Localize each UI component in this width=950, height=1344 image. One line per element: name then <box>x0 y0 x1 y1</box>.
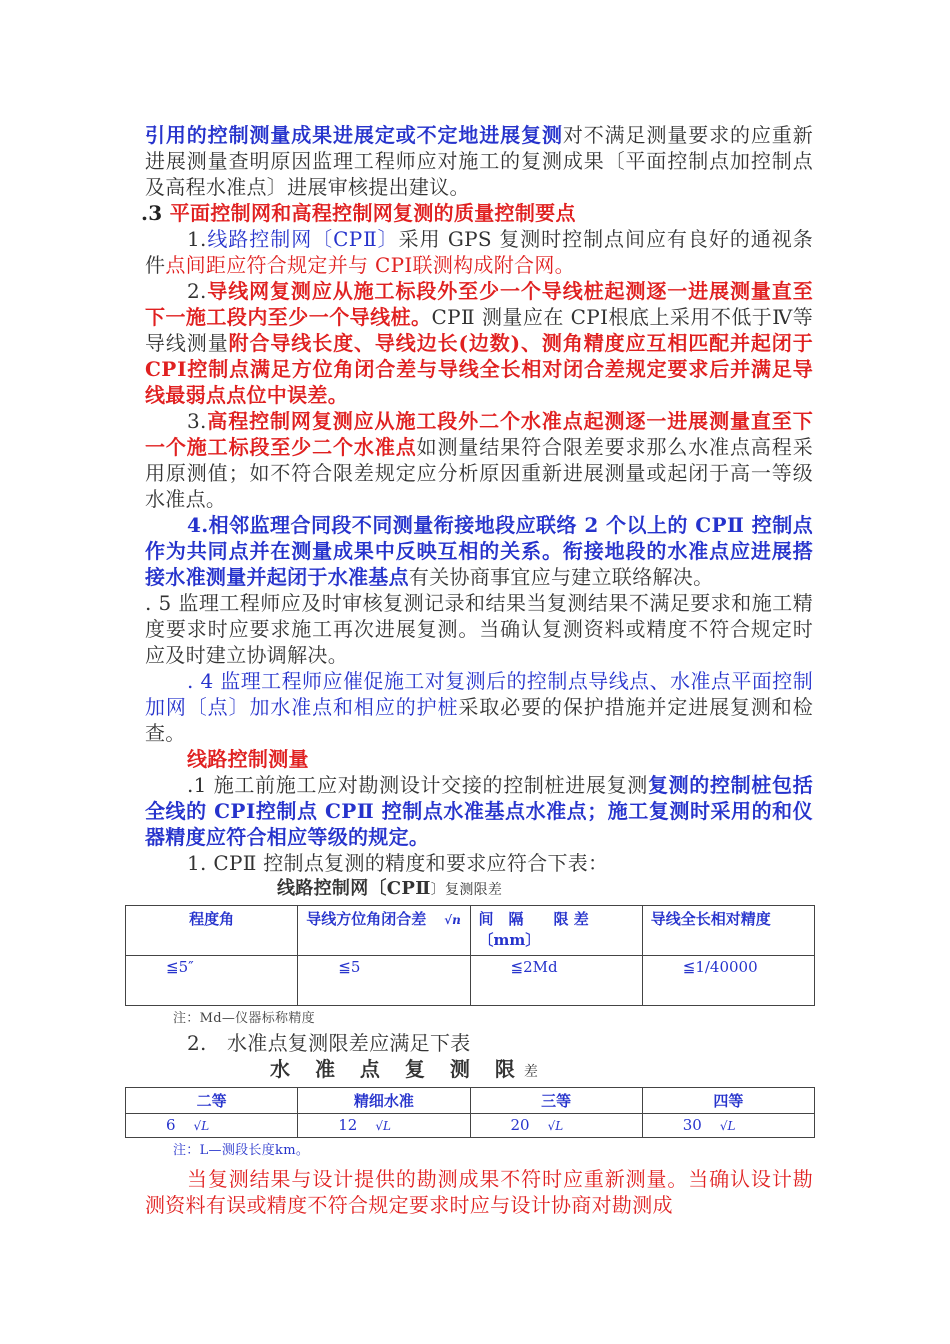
final-paragraph: 当复测结果与设计提供的勘测成果不符时应重新测量。当确认设计勘测资料有误或精度不符合规定要求时应与设计协商对勘测成 <box>145 1167 813 1217</box>
sqrt-l-symbol: √L <box>719 1119 736 1133</box>
table1-caption <box>277 876 813 903</box>
highlight-red: 点间距应符合规定并与 CPⅠ联测构成附合网。 <box>165 253 575 277</box>
table-header-cell: 间 隔 限 差 〔mm〕 <box>470 906 642 956</box>
item-number: 3. <box>187 409 207 433</box>
item-number: 2. <box>187 279 207 303</box>
caption-main: 线路控制网〔CPⅡ <box>277 878 431 899</box>
paragraph-7 <box>145 772 813 850</box>
cell-value: 30 <box>682 1116 702 1134</box>
highlight-blue: 复测的控制桩包括全线的 CPⅠ控制点 CPⅡ 控制点水准基点水准点；施工复测时采用的和仪器精度应符合相应等级的规定。 <box>145 773 813 849</box>
table-header-cell: 三等 <box>470 1088 642 1114</box>
cp2-tolerance-table <box>125 905 815 1006</box>
cp2-requirement: 1. CPⅡ 控制点复测的精度和要求应符合下表： <box>187 851 609 875</box>
item-number: .1 <box>187 773 207 797</box>
table-cell: ≦5 <box>298 956 470 1006</box>
header-text: 导线方位角闭合差 <box>306 910 427 928</box>
level-requirement: 2. 水准点复测限差应满足下表 <box>187 1031 471 1055</box>
item-2 <box>145 278 813 408</box>
caption-main: 水 准 点 复 测 限 <box>270 1057 524 1081</box>
cell-value: 6 <box>166 1116 176 1134</box>
heading-text: 平面控制网和高程控制网复测的质量控制要点 <box>162 201 576 225</box>
item-number: 1. <box>187 227 207 251</box>
item-4 <box>145 512 813 590</box>
table-cell: ≦2Md <box>470 956 642 1006</box>
table1-note: 注：Md—仪器标称精度 <box>173 1011 315 1026</box>
highlight-blue: 线路控制网〔CPⅡ〕 <box>206 227 399 251</box>
table-cell: ≦1/40000 <box>642 956 814 1006</box>
table-header-cell <box>298 906 470 956</box>
highlight-red: 高程控制网复测应从施工段外二个水准点起测逐一进展测量直至下一个施工标段至少二个水准点 <box>145 409 813 459</box>
highlight-red: 导线网复测应从施工标段外至少一个导线桩起测逐一进展测量直至下一施工段内至少一个导线桩。 <box>145 279 813 329</box>
cell-value: 12 <box>338 1116 358 1134</box>
table-header-cell: 四等 <box>642 1088 814 1114</box>
text: 对不满足测量要求的应重新进展测量查明原因监理工程师应对施工的复测成果〔平面控制点加控制点及高程水准点〕进展审核提出建议。 <box>145 123 814 199</box>
text: 采取必要的保护措施并定进展复测和检查。 <box>145 695 813 745</box>
table2-note: 注：L—测段长度km。 <box>173 1143 310 1158</box>
table-cell <box>642 1114 814 1138</box>
sqrt-n-symbol: √n <box>444 913 461 927</box>
highlight-blue: 4.相邻监理合同段不同测量衔接地段应联络 2 个以上的 CPⅡ 控制点作为共同点并在测量成果中反映互相的关系。衔接地段的水准点应进展搭接水准测量并起闭于水准基点 <box>145 513 813 589</box>
table-cell <box>298 1114 470 1138</box>
sqrt-l-symbol: √L <box>193 1119 210 1133</box>
document-body <box>141 122 814 1218</box>
table-cell <box>470 1114 642 1138</box>
table-header-row <box>126 1088 815 1114</box>
sqrt-l-symbol: √L <box>547 1119 564 1133</box>
table2-caption <box>270 1056 813 1085</box>
heading-number: .3 <box>141 201 163 225</box>
text: 采用 GPS 复测时控制点间应有良好的通视条件 <box>145 227 813 277</box>
highlight-blue: 引用的控制测量成果进展定或不定地进展复测 <box>145 123 563 147</box>
table-cell: ≦5″ <box>126 956 298 1006</box>
sqrt-l-symbol: √L <box>375 1119 391 1133</box>
table-header-row <box>126 906 815 956</box>
paragraph-6 <box>145 668 813 746</box>
text: 施工前施工应对勘测设计交接的控制桩进展复测 <box>206 773 648 797</box>
text: 有关协商事宜应与建立联络解决。 <box>408 565 714 589</box>
table-cell <box>126 1114 298 1138</box>
paragraph-5: . 5 监理工程师应及时审核复测记录和结果当复测结果不满足要求和施工精度要求时应要求施工再次进展复测。当确认复测资料或精度不符合规定时应及时建立协调解决。 <box>145 591 813 667</box>
item-1 <box>145 226 813 278</box>
level-tolerance-table <box>125 1087 815 1138</box>
highlight-blue: . 4 监理工程师应催促施工对复测后的控制点导线点、水准点平面控制加网〔点〕加水准点和相应的护桩 <box>145 669 813 719</box>
text: CPⅡ 测量应在 CPⅠ根底上采用不低于Ⅳ等导线测量 <box>145 305 813 355</box>
table-header-cell: 导线全长相对精度 <box>642 906 814 956</box>
text: 如测量结果符合限差要求那么水准点高程采用原测值；如不符合限差规定应分析原因重新进展测量或起闭于高一等级水准点。 <box>145 435 814 511</box>
highlight-red: 附合导线长度、导线边长(边数)、测角精度应互相匹配并起闭于 CPⅠ控制点满足方位角闭合差与导线全长相对闭合差规定要求后并满足导线最弱点点位中误差。 <box>145 331 814 407</box>
table-row <box>126 1114 815 1138</box>
table-header-cell: 二等 <box>126 1088 298 1114</box>
table-header-cell: 程度角 <box>126 906 298 956</box>
section-heading-line-control: 线路控制测量 <box>187 747 309 771</box>
table-header-cell: 精细水准 <box>298 1088 470 1114</box>
table-row <box>126 956 815 1006</box>
caption-small: 差 <box>523 1064 538 1080</box>
section-heading-3 <box>141 200 813 226</box>
cell-value: 20 <box>510 1116 530 1134</box>
paragraph-1 <box>145 122 813 200</box>
item-3 <box>145 408 813 512</box>
caption-small: 〕复测限差 <box>430 882 503 898</box>
